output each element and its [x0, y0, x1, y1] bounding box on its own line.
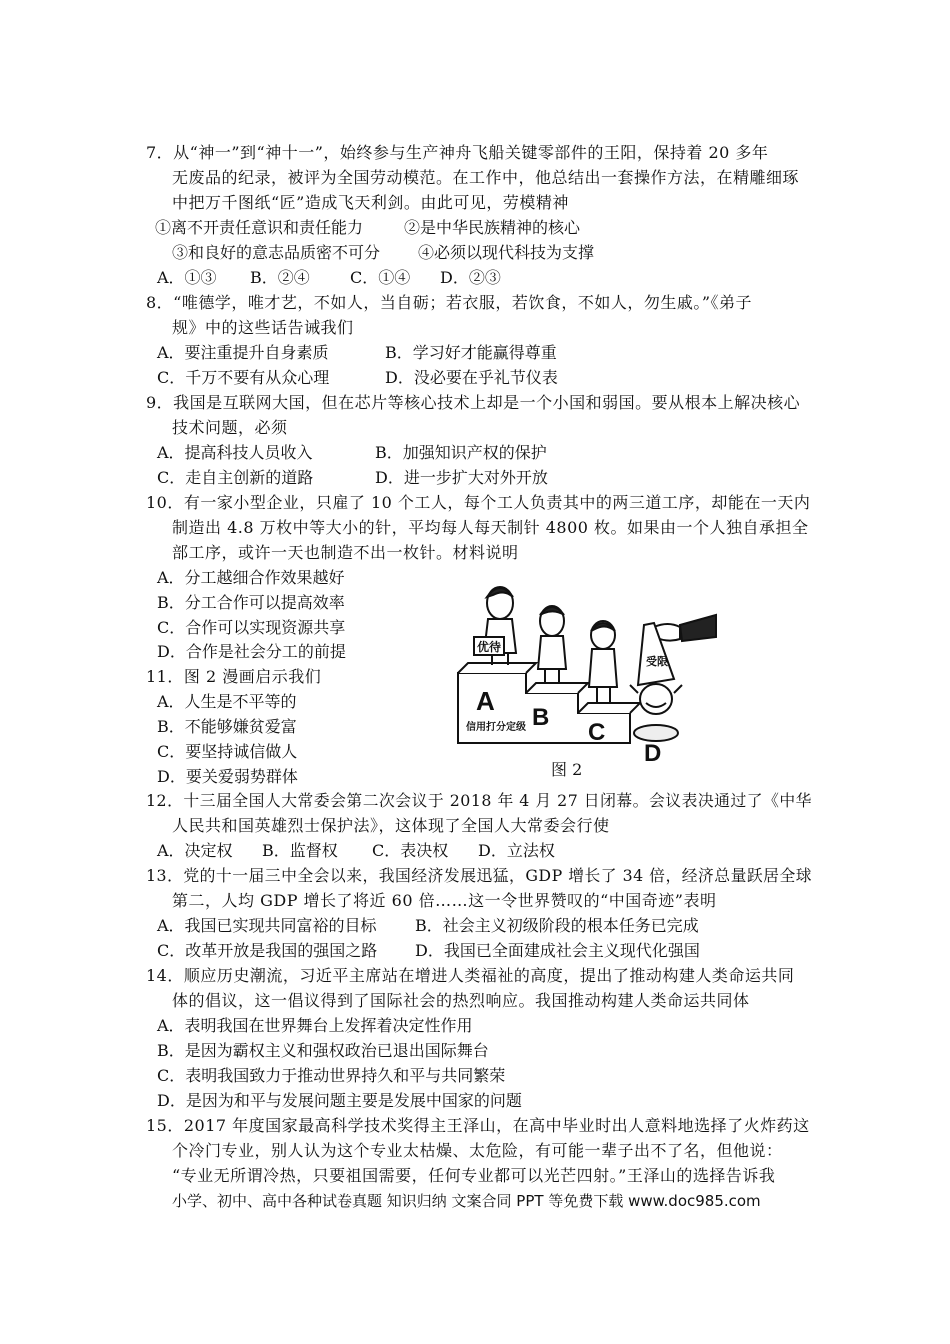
q8-stem-line2: 规》中的这些话告诫我们 [172, 318, 354, 337]
q14-option-b: B．是因为霸权主义和强权政治已退出国际舞台 [157, 1041, 489, 1060]
q11-stem-line1: 11．图 2 漫画启示我们 [146, 667, 322, 686]
q7-stem-line1: 7．从“神一”到“神十一”，始终参与生产神舟飞船关键零部件的王阳，保持着 20 多年 [146, 143, 769, 162]
q8-option-b: B．学习好才能赢得尊重 [385, 343, 557, 362]
step-c-label: C [588, 719, 606, 746]
q9-option-c: C．走自主创新的道路 [157, 468, 314, 487]
q10-stem-line2: 制造出 4.8 万枚中等大小的针，平均每人每天制针 4800 枚。如果由一个人独自承担全 [172, 518, 809, 537]
q9-stem-line1: 9．我国是互联网大国，但在芯片等核心技术上却是一个小国和弱国。要从根本上解决核心 [146, 393, 801, 412]
q15-stem-line3: “专业无所谓冷热，只要祖国需要，任何专业都可以光芒四射。”王泽山的选择告诉我 [172, 1166, 776, 1185]
q10-stem-line3: 部工序，或许一天也制造不出一枚针。材料说明 [172, 543, 519, 562]
credit-board-label: 信用打分定级 [466, 722, 526, 733]
q9-stem-line2: 技术问题，必须 [172, 418, 288, 437]
q8-option-c: C．千万不要有从众心理 [157, 368, 330, 387]
q10-option-b: B．分工合作可以提高效率 [157, 593, 345, 612]
q7-stem-line2: 无废品的纪录，被评为全国劳动模范。在工作中，他总结出一套操作方法，在精雕细琢 [172, 168, 800, 187]
q7-statement-2: ②是中华民族精神的核心 [404, 218, 581, 237]
q12-option-d: D．立法权 [478, 841, 555, 860]
q12-stem-line1: 12．十三届全国人大常委会第二次会议于 2018 年 4 月 27 日闭幕。会议表决通过了《中华 [146, 791, 812, 810]
q7-option-c: C．①④ [350, 268, 411, 287]
step-d-label: D [644, 740, 662, 765]
q14-stem-line2: 体的倡议，这一倡议得到了国际社会的热烈响应。我国推动构建人类命运共同体 [172, 991, 750, 1010]
q12-option-b: B．监督权 [262, 841, 338, 860]
q13-option-b: B．社会主义初级阶段的根本任务已完成 [415, 916, 699, 935]
q12-stem-line2: 人民共和国英雄烈士保护法》，这体现了全国人大常委会行使 [172, 816, 610, 835]
q7-option-b: B．②④ [250, 268, 310, 287]
q15-stem-line1: 15．2017 年度国家最高科学技术奖得主王泽山，在高中毕业时出人意料地选择了火炸药这 [146, 1116, 810, 1135]
q9-option-b: B．加强知识产权的保护 [375, 443, 547, 462]
q10-stem-line1: 10．有一家小型企业，只雇了 10 个工人，每个工人负责其中的两三道工序，却能在一天内 [146, 493, 811, 512]
q11-option-d: D．要关爱弱势群体 [157, 767, 298, 786]
q10-option-a: A．分工越细合作效果越好 [157, 568, 345, 587]
person-d-in-pit [630, 684, 682, 741]
credit-rating-cartoon [448, 575, 718, 765]
q13-stem-line2: 第二，人均 GDP 增长了将近 60 倍……这一令世界赞叹的“中国奇迹”表明 [172, 891, 717, 910]
hand-and-cap [638, 615, 716, 685]
q7-statement-3: ③和良好的意志品质密不可分 [172, 243, 381, 262]
q12-option-c: C．表决权 [372, 841, 449, 860]
q13-option-d: D．我国已全面建成社会主义现代化强国 [415, 941, 700, 960]
q15-stem-line2: 个冷门专业，别人认为这个专业太枯燥、太危险，有可能一辈子出不了名，但他说： [172, 1141, 783, 1160]
q8-option-a: A．要注重提升自身素质 [157, 343, 329, 362]
q14-option-a: A．表明我国在世界舞台上发挥着决定性作用 [157, 1016, 473, 1035]
q7-stem-line3: 中把万千图纸“匠”造成飞天利剑。由此可见，劳模精神 [172, 193, 569, 212]
q12-option-a: A．决定权 [157, 841, 233, 860]
q8-option-d: D．没必要在乎礼节仪表 [385, 368, 558, 387]
q11-option-b: B．不能够嫌贫爱富 [157, 717, 297, 736]
q13-option-c: C．改革开放是我国的强国之路 [157, 941, 378, 960]
q14-stem-line1: 14．顺应历史潮流，习近平主席站在增进人类福祉的高度，提出了推动构建人类命运共同 [146, 966, 795, 985]
q7-option-d: D．②③ [440, 268, 501, 287]
q7-option-a: A．①③ [157, 268, 217, 287]
q14-option-d: D．是因为和平与发展问题主要是发展中国家的问题 [157, 1091, 522, 1110]
q9-option-d: D．进一步扩大对外开放 [375, 468, 548, 487]
q13-option-a: A．我国已实现共同富裕的目标 [157, 916, 377, 935]
q10-option-d: D．合作是社会分工的前提 [157, 642, 346, 661]
q13-stem-line1: 13．党的十一届三中全会以来，我国经济发展迅猛，GDP 增长了 34 倍，经济总量跃居全球 [146, 866, 813, 885]
figure-caption: 图 2 [551, 760, 583, 779]
q7-statement-4: ④必须以现代科技为支撑 [418, 243, 595, 262]
q8-stem-line1: 8．“唯德学，唯才艺，不如人，当自砺；若衣服，若饮食，不如人，勿生戚。”《弟子 [146, 293, 753, 312]
q7-statement-1: ①离不开责任意识和责任能力 [155, 218, 364, 237]
sign-youdai: 优待 [477, 640, 502, 654]
person-c [589, 621, 617, 703]
download-footer: 小学、初中、高中各种试卷真题 知识归纳 文案合同 PPT 等免费下载 www.doc985.com [172, 1192, 761, 1210]
q9-option-a: A．提高科技人员收入 [157, 443, 313, 462]
hat-label-shouxian: 受限 [646, 655, 668, 668]
q11-option-a: A．人生是不平等的 [157, 692, 297, 711]
step-b-label: B [532, 704, 550, 731]
person-b [538, 606, 566, 683]
step-a-label: A [476, 686, 495, 716]
q11-option-c: C．要坚持诚信做人 [157, 742, 298, 761]
q10-option-c: C．合作可以实现资源共享 [157, 618, 346, 637]
q14-option-c: C．表明我国致力于推动世界持久和平与共同繁荣 [157, 1066, 506, 1085]
